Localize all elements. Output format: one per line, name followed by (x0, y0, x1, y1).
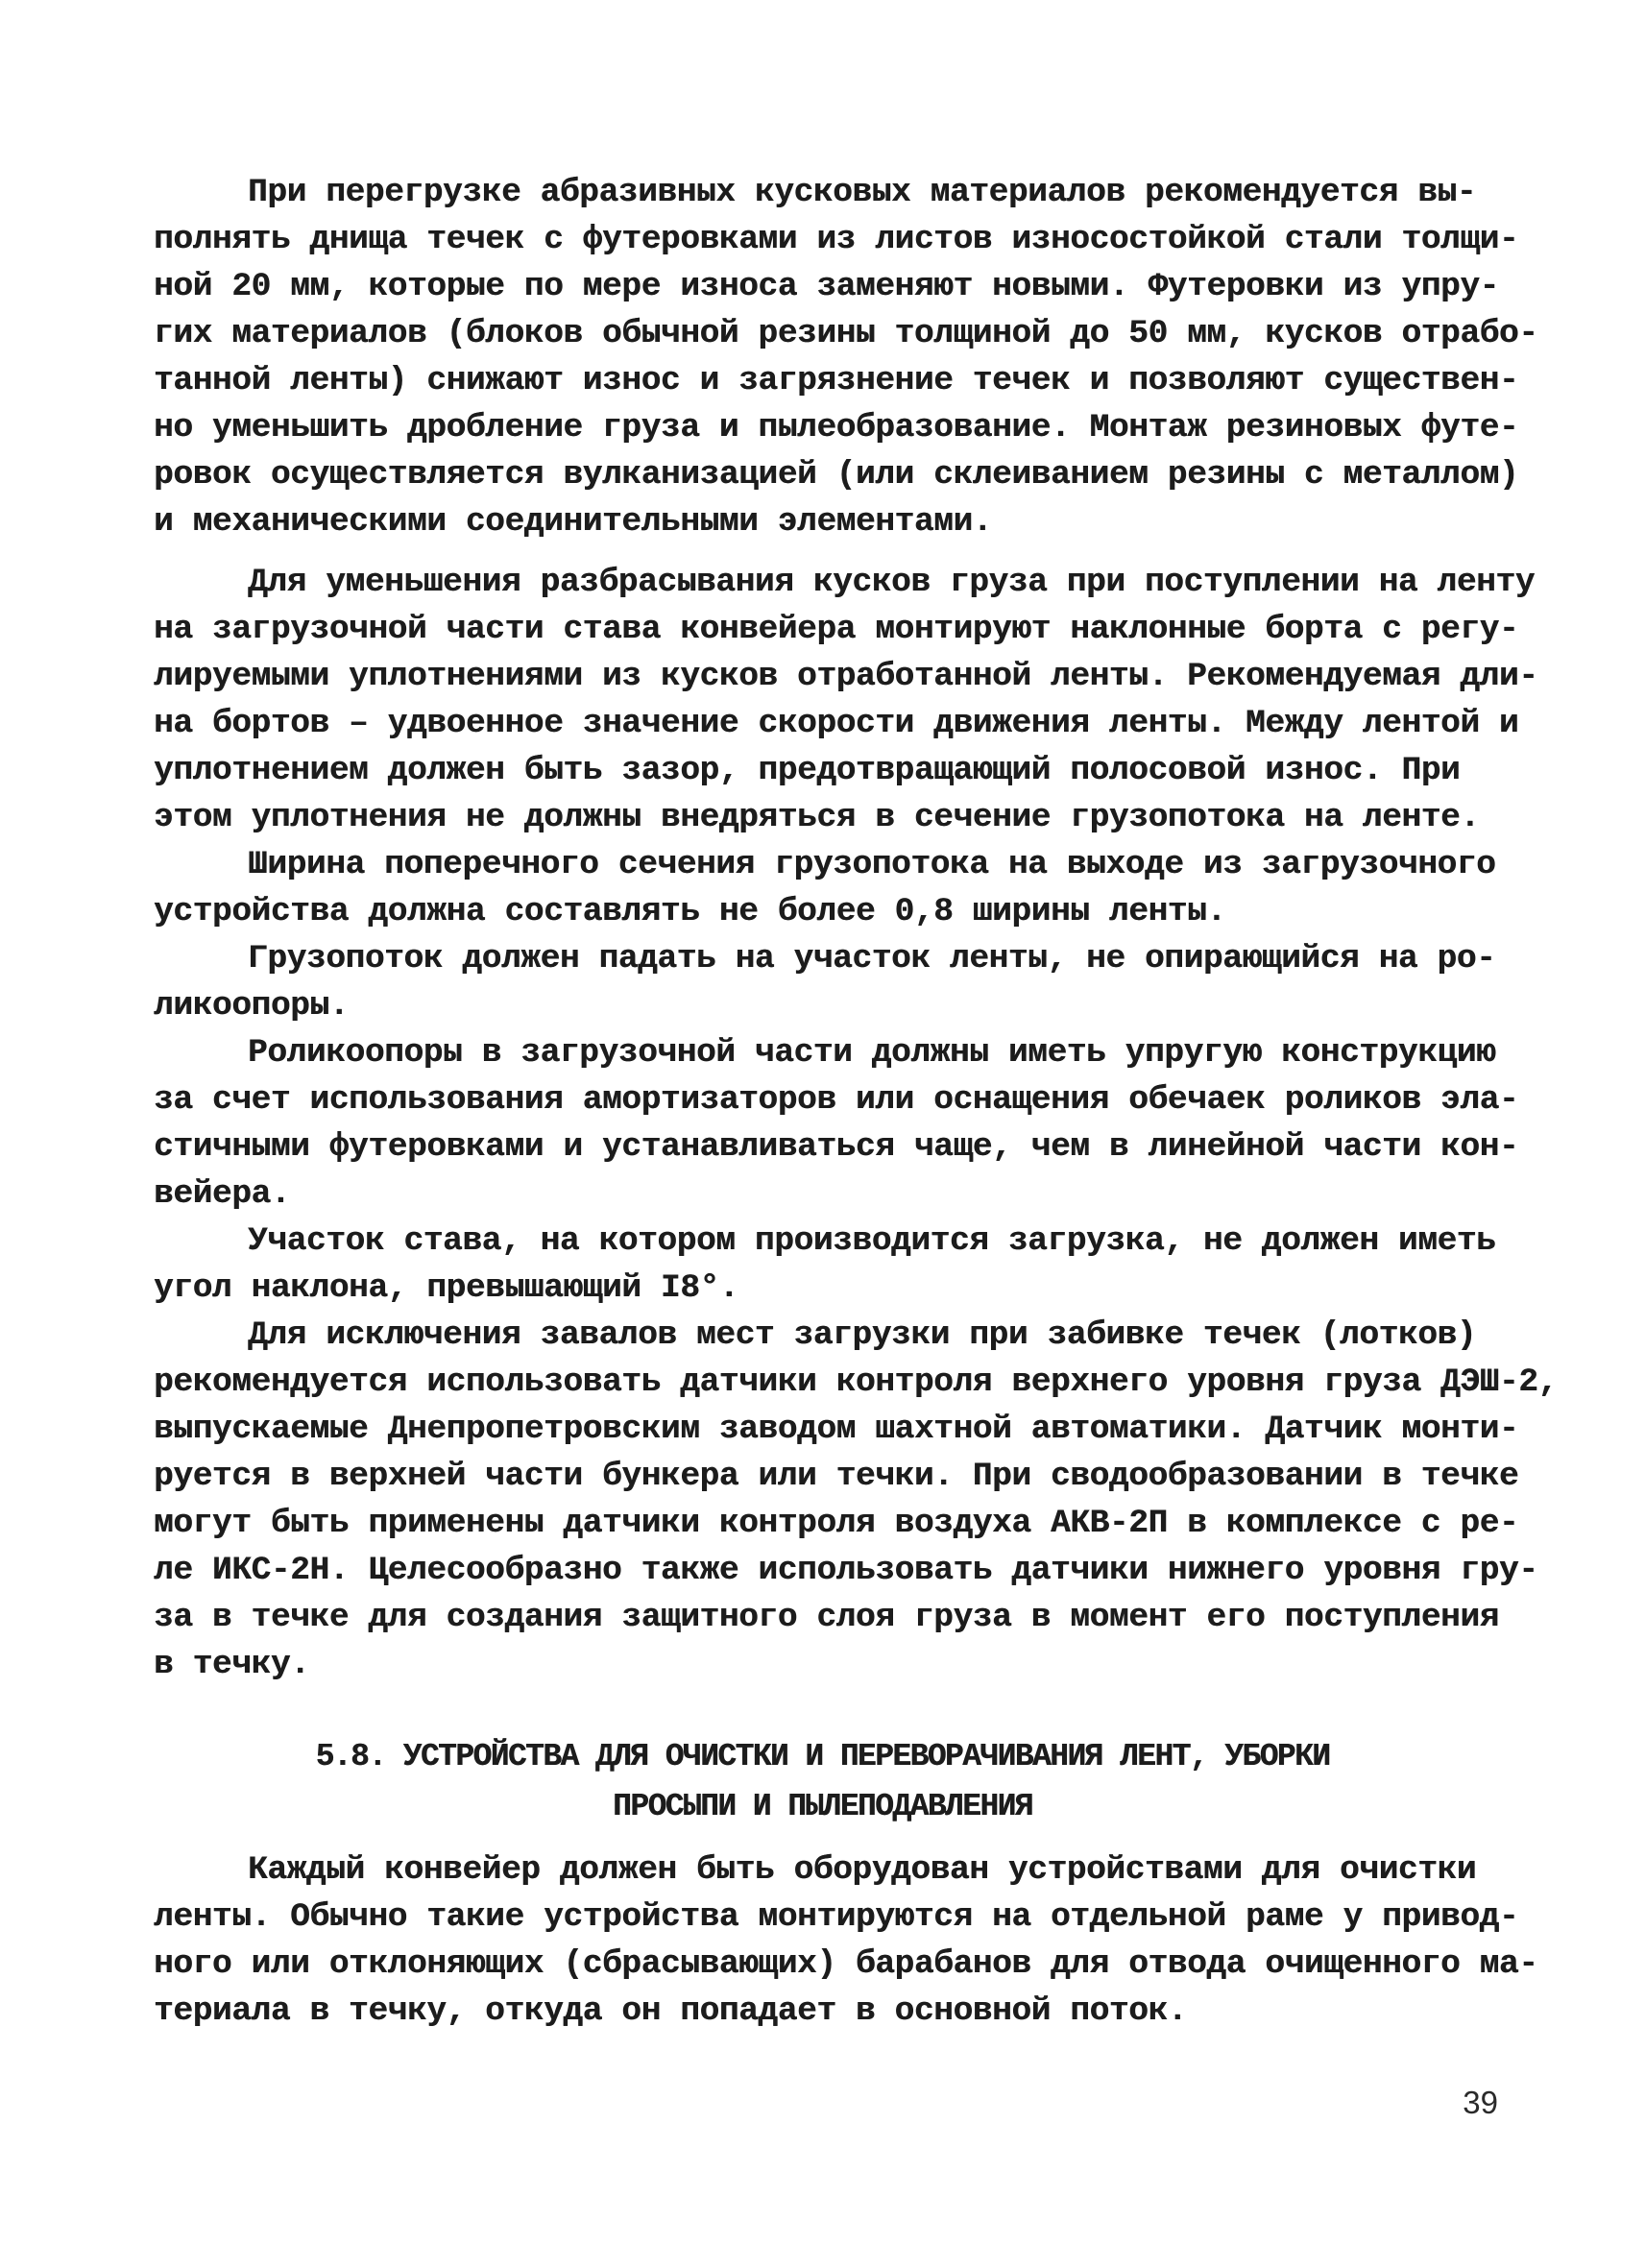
body-text-line: ровок осуществляется вулканизацией (или склеиванием резины с металлом) (154, 456, 1519, 494)
body-text-line: но уменьшить дробление груза и пылеобразование. Монтаж резиновых футе- (154, 409, 1519, 446)
body-text-line: ной 20 мм, которые по мере износа заменяют новыми. Футеровки из упру- (154, 268, 1499, 305)
body-text-line: Для уменьшения разбрасывания кусков груза при поступлении на ленту (248, 564, 1536, 601)
body-text-line: на бортов – удвоенное значение скорости движения ленты. Между лентой и (154, 705, 1519, 742)
body-text-line: Участок става, на котором производится загрузка, не должен иметь (248, 1222, 1496, 1260)
body-text-line: ленты. Обычно такие устройства монтируются на отдельной раме у привод- (154, 1898, 1519, 1936)
body-text-line: Грузопоток должен падать на участок ленты, не опирающийся на ро- (248, 940, 1496, 977)
body-text-line: выпускаемые Днепропетровским заводом шахтной автоматики. Датчик монти- (154, 1411, 1519, 1448)
page-number: 39 (1463, 2085, 1498, 2120)
body-text-line: устройства должна составлять не более 0,8 ширины ленты. (154, 893, 1226, 930)
body-text-line: стичными футеровками и устанавливаться чаще, чем в линейной части кон- (154, 1128, 1519, 1166)
body-text-line: угол наклона, превышающий I8°. (154, 1269, 739, 1307)
body-text-line: Роликоопоры в загрузочной части должны иметь упругую конструкцию (248, 1034, 1496, 1072)
body-text-line: ного или отклоняющих (сбрасывающих) барабанов для отвода очищенного ма- (154, 1945, 1538, 1983)
section-heading-line-2: ПРОСЫПИ И ПЫЛЕПОДАВЛЕНИЯ (613, 1789, 1032, 1824)
body-text-line: руется в верхней части бункера или течки. При сводообразовании в течке (154, 1458, 1519, 1495)
body-text-line: могут быть применены датчики контроля воздуха АКВ-2П в комплексе с ре- (154, 1505, 1519, 1542)
section-heading-line-1: 5.8. УСТРОЙСТВА ДЛЯ ОЧИСТКИ И ПЕРЕВОРАЧИВАНИЯ ЛЕНТ, УБОРКИ (315, 1739, 1330, 1774)
body-text-line: за счет использования амортизаторов или оснащения обечаек роликов эла- (154, 1081, 1519, 1119)
body-text-line: рекомендуется использовать датчики контроля верхнего уровня груза ДЭШ-2, (154, 1363, 1558, 1401)
body-text-line: танной ленты) снижают износ и загрязнение течек и позволяют существен- (154, 362, 1519, 399)
body-text-line: гих материалов (блоков обычной резины толщиной до 50 мм, кусков отрабо- (154, 315, 1538, 352)
body-text-line: лируемыми уплотнениями из кусков отработанной ленты. Рекомендуемая дли- (154, 658, 1538, 695)
body-text-line: полнять днища течек с футеровками из листов износостойкой стали толщи- (154, 221, 1519, 258)
body-text-line: этом уплотнения не должны внедряться в сечение грузопотока на ленте. (154, 799, 1480, 836)
body-text-line: на загрузочной части става конвейера монтируют наклонные борта с регу- (154, 611, 1519, 648)
body-text-line: вейера. (154, 1175, 291, 1213)
body-text-line: ликоопоры. (154, 987, 350, 1025)
body-text-line: Каждый конвейер должен быть оборудован устройствами для очистки (248, 1851, 1477, 1889)
body-text-line: При перегрузке абразивных кусковых материалов рекомендуется вы- (248, 174, 1477, 211)
body-text-line: в течку. (154, 1646, 310, 1683)
body-text-line: териала в течку, откуда он попадает в основной поток. (154, 1992, 1188, 2030)
body-text-line: Ширина поперечного сечения грузопотока на выходе из загрузочного (248, 846, 1496, 883)
body-text-line: ле ИКС-2Н. Целесообразно также использовать датчики нижнего уровня гру- (154, 1552, 1538, 1589)
body-text-line: Для исключения завалов мест загрузки при забивке течек (лотков) (248, 1316, 1477, 1354)
body-text-line: уплотнением должен быть зазор, предотвращающий полосовой износ. При (154, 752, 1461, 789)
body-text-line: и механическими соединительными элементами. (154, 503, 993, 541)
body-text-line: за в течке для создания защитного слоя груза в момент его поступления (154, 1599, 1499, 1636)
